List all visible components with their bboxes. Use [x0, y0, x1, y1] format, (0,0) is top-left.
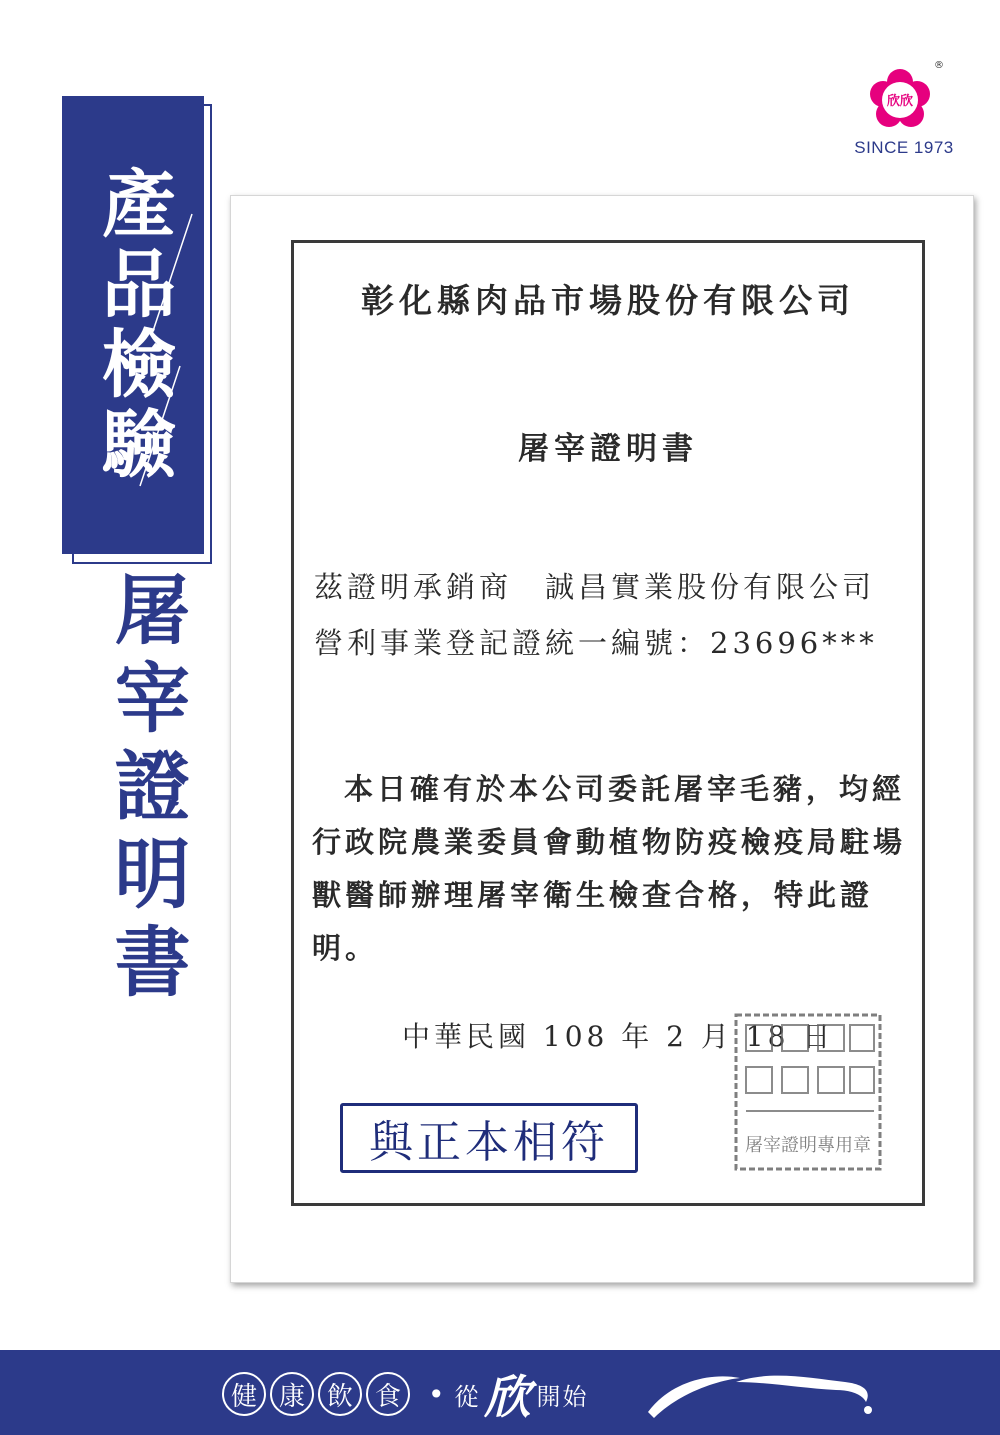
svg-text:屠宰證明專用章: 屠宰證明專用章: [745, 1135, 871, 1156]
milk-swoosh-icon: [640, 1360, 880, 1430]
slogan-char-3: 飲: [318, 1372, 362, 1416]
title-main: 產品檢驗: [90, 165, 176, 485]
certificate-frame: [291, 240, 925, 1206]
slogan: [222, 1364, 589, 1424]
since-label: SINCE 1973: [854, 138, 954, 157]
certificate-paper: [230, 195, 974, 1283]
company-name: 彰化縣肉品市場股份有限公司: [361, 281, 855, 320]
dealer-line: 茲證明承銷商 誠昌實業股份有限公司: [314, 570, 876, 604]
certificate-title: 屠宰證明書: [518, 431, 698, 467]
certificate-body: 本日確有於本公司委託屠宰毛豬，均經行政院農業委員會動植物防疫檢疫局駐場獸醫師辦理屠宰衛生檢查合格，特此證明。: [312, 772, 907, 965]
footer-banner: [0, 1350, 1000, 1435]
slogan-char-2: 康: [270, 1372, 314, 1416]
title-box: [62, 96, 204, 554]
official-seal-icon: [732, 1011, 884, 1173]
title-sub: 屠宰證明書: [102, 570, 191, 1010]
brand-logo: [850, 58, 960, 168]
slogan-dot: •: [428, 1377, 445, 1411]
slogan-char-1: 健: [222, 1372, 266, 1416]
svg-text:欣欣: 欣欣: [886, 94, 914, 109]
slogan-from: 從: [454, 1382, 481, 1411]
registration-number-line: 營利事業登記證統一編號：23696***: [314, 626, 878, 660]
issue-date: 中華民國 108 年 2 月 18 日: [402, 1020, 835, 1053]
slogan-start: 開始: [536, 1382, 589, 1411]
registered-mark: ®: [934, 60, 944, 71]
flower-logo-icon: [868, 68, 932, 132]
true-copy-stamp: 與正本相符: [340, 1103, 638, 1173]
slogan-tail: [455, 1361, 589, 1427]
slogan-xin: 欣: [484, 1370, 533, 1424]
slogan-char-4: 食: [366, 1372, 410, 1416]
